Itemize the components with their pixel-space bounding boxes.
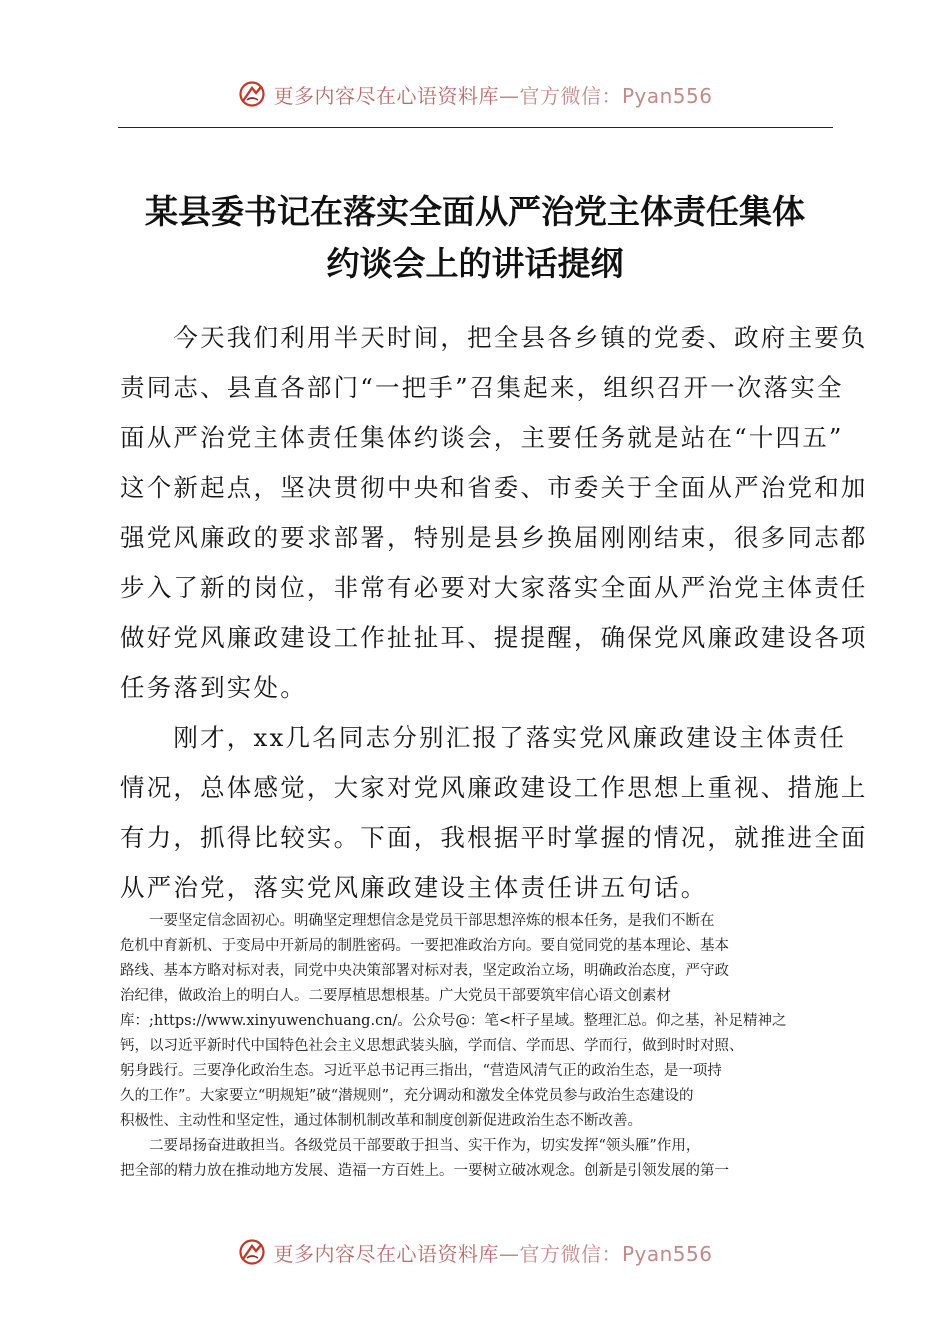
header-divider bbox=[118, 127, 833, 128]
paragraph-line: 做好党风廉政建设工作扯扯耳、提提醒，确保党风廉政建设各项 bbox=[120, 623, 868, 652]
paragraph-line: 从严治党，落实党风廉政建设主体责任讲五句话。 bbox=[120, 873, 708, 902]
paragraph-line: 躬身践行。三要净化政治生态。习近平总书记再三指出，“营造风清气正的政治生态，是一项持 bbox=[120, 1063, 722, 1079]
header-banner-lead: 更多内容尽在心语资料库 bbox=[273, 83, 499, 108]
paragraph-line: 钙，以习近平新时代中国特色社会主义思想武装头脑，学而信、学而思、学而行，做到时时对照、 bbox=[120, 1038, 744, 1054]
paragraph-line: 把全部的精力放在推动地方发展、造福一方百姓上。一要树立破冰观念。创新是引领发展的第一 bbox=[120, 1163, 729, 1179]
header-banner-contact: —官方微信：Pyan556 bbox=[498, 83, 713, 108]
paragraph-line: 久的工作”。大家要立“明规矩”破“潜规则”，充分调动和激发全体党员参与政治生态建设的 bbox=[120, 1088, 694, 1104]
header-banner bbox=[0, 74, 950, 114]
paragraph-line: 刚才，xx几名同志分别汇报了落实党风廉政建设主体责任 bbox=[120, 723, 847, 752]
paragraph-line: 有力，抓得比较实。下面，我根据平时掌握的情况，就推进全面 bbox=[120, 823, 868, 852]
title-line-2: 约谈会上的讲话提纲 bbox=[326, 244, 624, 283]
paragraph-line: 任务落到实处。 bbox=[120, 673, 307, 702]
paragraph-line: 积极性、主动性和坚定性，通过体制机制改革和制度创新促进政治生态不断改善。 bbox=[120, 1113, 642, 1129]
footer-banner-text bbox=[273, 1238, 712, 1267]
footer-banner-contact: —官方微信：Pyan556 bbox=[498, 1241, 713, 1266]
body-large-section bbox=[120, 313, 868, 913]
paragraph-point-two bbox=[120, 1134, 834, 1184]
body-small-section bbox=[120, 909, 834, 1184]
footer-banner-lead: 更多内容尽在心语资料库 bbox=[273, 1241, 499, 1266]
logo-icon bbox=[237, 79, 267, 109]
paragraph-line: 库：;https://www.xinyuwenchuang.cn/。公众号@：笔<杆子星域。整理汇总。仰之基，补足精神之 bbox=[120, 1013, 787, 1029]
title-line-1: 某县委书记在落实全面从严治党主体责任集体 bbox=[145, 192, 805, 231]
paragraph-line: 责同志、县直各部门“一把手”召集起来，组织召开一次落实全 bbox=[120, 373, 844, 402]
document-title bbox=[110, 186, 840, 290]
logo-icon bbox=[237, 1237, 267, 1267]
header-banner-text bbox=[273, 80, 712, 109]
paragraph-line: 二要昂扬奋进敢担当。各级党员干部要敢于担当、实干作为，切实发挥“领头雁”作用， bbox=[120, 1138, 701, 1154]
paragraph-line: 强党风廉政的要求部署，特别是县乡换届刚刚结束，很多同志都 bbox=[120, 523, 868, 552]
paragraph-line: 今天我们利用半天时间，把全县各乡镇的党委、政府主要负 bbox=[120, 323, 868, 352]
paragraph-intro bbox=[120, 313, 868, 713]
paragraph-line: 一要坚定信念固初心。明确坚定理想信念是党员干部思想淬炼的根本任务，是我们不断在 bbox=[120, 913, 715, 929]
footer-banner bbox=[0, 1232, 950, 1272]
paragraph-line: 情况，总体感觉，大家对党风廉政建设工作思想上重视、措施上 bbox=[120, 773, 868, 802]
paragraph-line: 面从严治党主体责任集体约谈会，主要任务就是站在“十四五” bbox=[120, 423, 844, 452]
paragraph-point-one bbox=[120, 909, 834, 1134]
paragraph-line: 危机中育新机、于变局中开新局的制胜密码。一要把准政治方向。要自觉同党的基本理论、基本 bbox=[120, 938, 729, 954]
paragraph-line: 治纪律，做政治上的明白人。二要厚植思想根基。广大党员干部要筑牢信心语文创素材 bbox=[120, 988, 671, 1004]
paragraph-line: 这个新起点，坚决贯彻中央和省委、市委关于全面从严治党和加 bbox=[120, 473, 868, 502]
paragraph-line: 步入了新的岗位，非常有必要对大家落实全面从严治党主体责任 bbox=[120, 573, 868, 602]
paragraph-report bbox=[120, 713, 868, 913]
paragraph-line: 路线、基本方略对标对表，同党中央决策部署对标对表，坚定政治立场，明确政治态度，严守政 bbox=[120, 963, 729, 979]
